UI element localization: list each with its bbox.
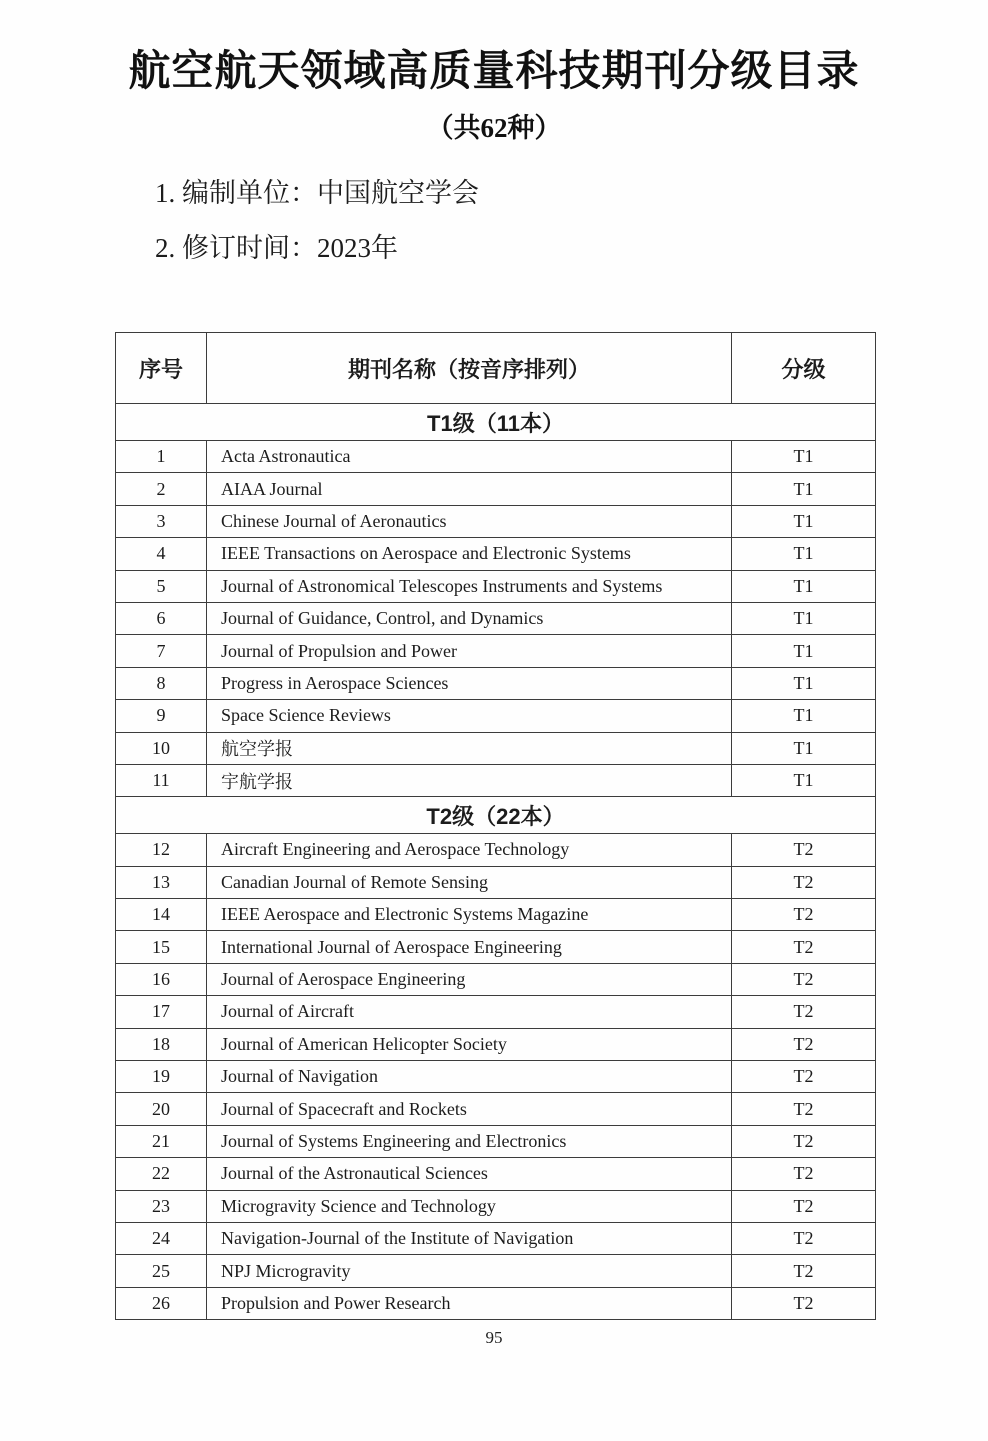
table-row — [116, 1125, 876, 1157]
journal-name: IEEE Aerospace and Electronic Systems Magazine — [207, 899, 732, 931]
row-index: 17 — [116, 996, 207, 1028]
table-section-row — [116, 404, 876, 441]
row-index: 16 — [116, 963, 207, 995]
table-row — [116, 602, 876, 634]
meta-item-compiler: 1. 编制单位：中国航空学会 — [155, 178, 479, 208]
row-index: 18 — [116, 1028, 207, 1060]
journal-name: Journal of Propulsion and Power — [207, 635, 732, 667]
journal-name: IEEE Transactions on Aerospace and Electronic Systems — [207, 538, 732, 570]
table-section-label: T2级（22本） — [116, 797, 876, 834]
table-row — [116, 667, 876, 699]
row-index: 19 — [116, 1061, 207, 1093]
journal-name: Journal of Astronomical Telescopes Instruments and Systems — [207, 570, 732, 602]
journal-name: Journal of American Helicopter Society — [207, 1028, 732, 1060]
row-index: 20 — [116, 1093, 207, 1125]
journal-name: Journal of Aircraft — [207, 996, 732, 1028]
journal-catalog-table — [115, 332, 876, 1320]
meta-item-revision-date: 2. 修订时间：2023年 — [155, 233, 398, 263]
journal-grade: T2 — [732, 963, 876, 995]
journal-grade: T2 — [732, 1125, 876, 1157]
journal-grade: T2 — [732, 1287, 876, 1319]
table-row — [116, 1222, 876, 1254]
journal-grade: T1 — [732, 732, 876, 764]
table-row — [116, 441, 876, 473]
table-row — [116, 899, 876, 931]
table-row — [116, 866, 876, 898]
journal-name: Journal of the Astronautical Sciences — [207, 1158, 732, 1190]
journal-grade: T1 — [732, 700, 876, 732]
row-index: 13 — [116, 866, 207, 898]
journal-name: Chinese Journal of Aeronautics — [207, 505, 732, 537]
table-row — [116, 764, 876, 796]
row-index: 21 — [116, 1125, 207, 1157]
row-index: 11 — [116, 764, 207, 796]
table-row — [116, 700, 876, 732]
journal-name: Canadian Journal of Remote Sensing — [207, 866, 732, 898]
table-row — [116, 834, 876, 866]
table-row — [116, 732, 876, 764]
table-section-label: T1级（11本） — [116, 404, 876, 441]
journal-name: Journal of Navigation — [207, 1061, 732, 1093]
table-row — [116, 635, 876, 667]
journal-name: Navigation-Journal of the Institute of Navigation — [207, 1222, 732, 1254]
row-index: 15 — [116, 931, 207, 963]
journal-name: NPJ Microgravity — [207, 1255, 732, 1287]
table-row — [116, 1028, 876, 1060]
row-index: 10 — [116, 732, 207, 764]
row-index: 8 — [116, 667, 207, 699]
table-row — [116, 1190, 876, 1222]
journal-grade: T2 — [732, 1255, 876, 1287]
table-row — [116, 1061, 876, 1093]
table-row — [116, 505, 876, 537]
journal-grade: T1 — [732, 667, 876, 699]
table-row — [116, 1158, 876, 1190]
journal-grade: T1 — [732, 570, 876, 602]
row-index: 9 — [116, 700, 207, 732]
journal-name: International Journal of Aerospace Engineering — [207, 931, 732, 963]
row-index: 14 — [116, 899, 207, 931]
journal-name: Journal of Aerospace Engineering — [207, 963, 732, 995]
page-subtitle: （共62种） — [426, 113, 562, 143]
journal-name: Journal of Spacecraft and Rockets — [207, 1093, 732, 1125]
journal-name: Journal of Guidance, Control, and Dynamics — [207, 602, 732, 634]
table-row — [116, 996, 876, 1028]
table-row — [116, 931, 876, 963]
journal-name: Microgravity Science and Technology — [207, 1190, 732, 1222]
journal-grade: T1 — [732, 764, 876, 796]
page-number: 95 — [485, 1328, 503, 1347]
row-index: 25 — [116, 1255, 207, 1287]
meta-list — [155, 180, 479, 290]
table-section-row — [116, 797, 876, 834]
row-index: 4 — [116, 538, 207, 570]
table-row — [116, 1093, 876, 1125]
journal-grade: T2 — [732, 1158, 876, 1190]
row-index: 5 — [116, 570, 207, 602]
table-row — [116, 570, 876, 602]
journal-name: Space Science Reviews — [207, 700, 732, 732]
row-index: 12 — [116, 834, 207, 866]
journal-name: Propulsion and Power Research — [207, 1287, 732, 1319]
row-index: 1 — [116, 441, 207, 473]
column-header-journal-name: 期刊名称（按音序排列） — [207, 333, 732, 404]
row-index: 22 — [116, 1158, 207, 1190]
row-index: 26 — [116, 1287, 207, 1319]
table-row — [116, 1287, 876, 1319]
journal-grade: T2 — [732, 834, 876, 866]
journal-name: 航空学报 — [207, 732, 732, 764]
journal-grade: T2 — [732, 931, 876, 963]
column-header-index: 序号 — [116, 333, 207, 404]
journal-grade: T1 — [732, 635, 876, 667]
table-row — [116, 963, 876, 995]
journal-name: AIAA Journal — [207, 473, 732, 505]
row-index: 24 — [116, 1222, 207, 1254]
journal-name: Aircraft Engineering and Aerospace Technology — [207, 834, 732, 866]
journal-grade: T1 — [732, 538, 876, 570]
journal-name: Acta Astronautica — [207, 441, 732, 473]
journal-name: Journal of Systems Engineering and Electronics — [207, 1125, 732, 1157]
journal-grade: T2 — [732, 1061, 876, 1093]
row-index: 6 — [116, 602, 207, 634]
journal-grade: T2 — [732, 1190, 876, 1222]
journal-grade: T2 — [732, 996, 876, 1028]
table-row — [116, 1255, 876, 1287]
table-header-row — [116, 333, 876, 404]
table-row — [116, 473, 876, 505]
journal-grade: T1 — [732, 505, 876, 537]
row-index: 3 — [116, 505, 207, 537]
journal-name: 宇航学报 — [207, 764, 732, 796]
table-row — [116, 538, 876, 570]
journal-grade: T2 — [732, 1093, 876, 1125]
row-index: 23 — [116, 1190, 207, 1222]
journal-grade: T1 — [732, 441, 876, 473]
row-index: 2 — [116, 473, 207, 505]
journal-grade: T1 — [732, 602, 876, 634]
page-title: 航空航天领域高质量科技期刊分级目录 — [128, 47, 860, 94]
column-header-grade: 分级 — [732, 333, 876, 404]
journal-grade: T2 — [732, 899, 876, 931]
journal-name: Progress in Aerospace Sciences — [207, 667, 732, 699]
journal-grade: T1 — [732, 473, 876, 505]
row-index: 7 — [116, 635, 207, 667]
journal-grade: T2 — [732, 866, 876, 898]
journal-grade: T2 — [732, 1028, 876, 1060]
journal-grade: T2 — [732, 1222, 876, 1254]
